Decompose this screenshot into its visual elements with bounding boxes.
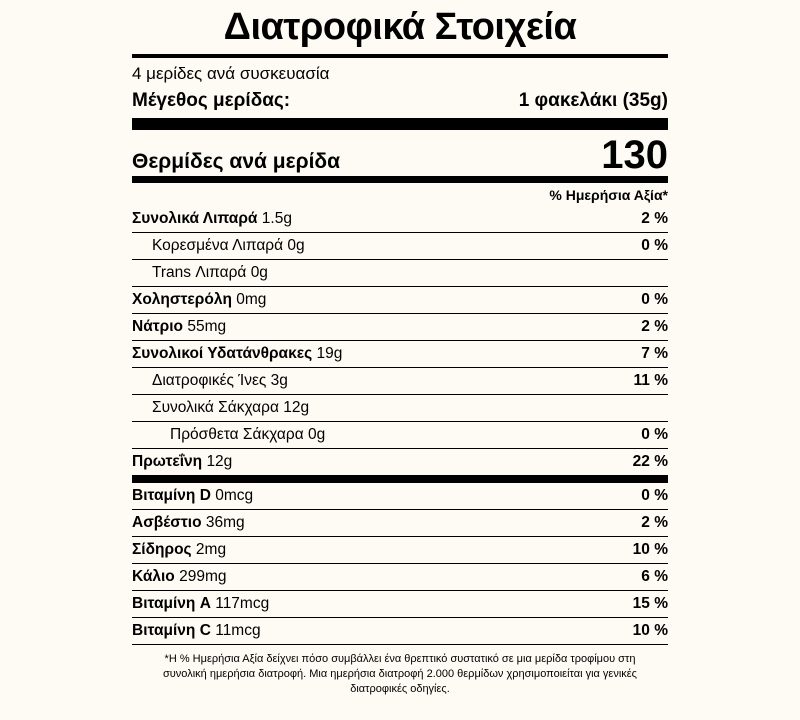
nutrient-amount: 12g xyxy=(283,398,310,416)
nutrient-amount: 55mg xyxy=(187,317,227,335)
page-title: Διατροφικά Στοιχεία xyxy=(223,6,577,48)
nutrient-name: Βιταμίνη A 117mcg xyxy=(132,594,270,612)
calories-value: 130 xyxy=(601,132,668,177)
nutrient-name: Πρωτεΐνη 12g xyxy=(132,452,233,470)
nutrient-name: Βιταμίνη C 11mcg xyxy=(132,621,261,639)
nutrient-amount: 299mg xyxy=(179,567,227,585)
nutrient-dv: 10 % xyxy=(632,540,668,558)
nutrient-name: Ασβέστιο 36mg xyxy=(132,513,245,531)
divider-before-vitamins xyxy=(132,476,668,483)
nutrient-dv: 2 % xyxy=(641,513,668,531)
nutrient-dv: 0 % xyxy=(641,236,668,254)
table-row xyxy=(132,537,668,564)
nutrient-amount: 0g xyxy=(287,236,305,254)
vitamin-list xyxy=(132,483,668,645)
table-row xyxy=(132,395,668,422)
nutrient-amount: 0g xyxy=(307,425,326,443)
serving-size-label: Μέγεθος μερίδας: xyxy=(132,89,291,111)
table-row xyxy=(132,260,668,287)
table-row xyxy=(132,206,668,233)
nutrient-name: Κάλιο 299mg xyxy=(132,567,227,585)
nutrient-amount: 11mcg xyxy=(215,621,261,639)
nutrient-amount: 0mg xyxy=(236,290,267,308)
nutrient-dv: 6 % xyxy=(641,567,668,585)
table-row xyxy=(132,483,668,510)
table-row xyxy=(132,287,668,314)
footnote-line-1: *Η % Ημερήσια Αξία δείχνει πόσο συμβάλλει ένα θρεπτικό συστατικό σε μια μερίδα τροφίμου στη xyxy=(164,652,636,665)
table-row xyxy=(132,422,668,449)
nutrient-dv: 0 % xyxy=(641,486,668,504)
nutrient-amount: 2mg xyxy=(195,540,227,558)
nutrient-name: Σίδηρος 2mg xyxy=(132,540,227,558)
nutrient-name: Κορεσμένα Λιπαρά 0g xyxy=(152,236,305,254)
nutrient-dv: 11 % xyxy=(633,371,668,389)
table-row xyxy=(132,314,668,341)
calories-row xyxy=(132,130,668,176)
table-row xyxy=(132,618,668,645)
nutrient-dv: 15 % xyxy=(632,594,668,612)
nutrient-amount: 3g xyxy=(270,371,288,389)
nutrient-name: Trans Λιπαρά 0g xyxy=(152,263,268,281)
divider-under-serving-size xyxy=(132,118,668,130)
nutrient-dv: 22 % xyxy=(632,452,668,470)
serving-size-value: 1 φακελάκι (35g) xyxy=(518,89,668,111)
nutrient-name: Βιταμίνη D 0mcg xyxy=(132,486,254,504)
servings-per-container: 4 μερίδες ανά συσκευασία xyxy=(132,63,330,83)
table-row xyxy=(132,449,668,476)
nutrient-name: Χοληστερόλη 0mg xyxy=(132,290,267,308)
nutrient-name: Συνολικοί Υδατάνθρακες 19g xyxy=(132,344,343,362)
nutrient-amount: 0g xyxy=(250,263,268,281)
nutrient-name: Συνολικά Λιπαρά 1.5g xyxy=(132,209,292,227)
footnote-line-2: συνολική ημερήσια διατροφή. Μια ημερήσια διατροφή 2.000 θερμίδων χρησιμοποιείται για γενικές xyxy=(163,667,637,680)
nutrient-dv: 2 % xyxy=(641,209,668,227)
nutrient-name: Πρόσθετα Σάκχαρα 0g xyxy=(170,425,326,443)
nutrient-name: Συνολικά Σάκχαρα 12g xyxy=(152,398,310,416)
daily-value-header: % Ημερήσια Αξία* xyxy=(549,186,668,203)
nutrient-amount: 36mg xyxy=(205,513,245,531)
footnote xyxy=(132,645,668,697)
table-row xyxy=(132,564,668,591)
table-row xyxy=(132,341,668,368)
nutrient-amount: 0mcg xyxy=(215,486,254,504)
table-row xyxy=(132,510,668,537)
serving-size-row xyxy=(132,88,668,118)
table-row xyxy=(132,233,668,260)
nutrient-dv: 10 % xyxy=(632,621,668,639)
divider-under-calories xyxy=(132,176,668,183)
nutrient-dv: 2 % xyxy=(641,317,668,335)
table-row xyxy=(132,591,668,618)
nutrient-amount: 12g xyxy=(206,452,233,470)
nutrient-amount: 117mcg xyxy=(215,594,270,612)
nutrient-dv: 0 % xyxy=(641,425,668,443)
nutrition-facts-label xyxy=(118,0,682,720)
nutrient-amount: 19g xyxy=(316,344,343,362)
table-row xyxy=(132,368,668,395)
nutrient-dv: 7 % xyxy=(641,344,668,362)
nutrient-name: Διατροφικές Ίνες 3g xyxy=(152,371,288,389)
nutrient-amount: 1.5g xyxy=(261,209,292,227)
calories-label: Θερμίδες ανά μερίδα xyxy=(132,149,341,173)
nutrient-name: Νάτριο 55mg xyxy=(132,317,227,335)
nutrient-dv: 0 % xyxy=(641,290,668,308)
footnote-line-3: διατροφικές οδηγίες. xyxy=(350,682,450,695)
nutrient-list xyxy=(132,206,668,476)
